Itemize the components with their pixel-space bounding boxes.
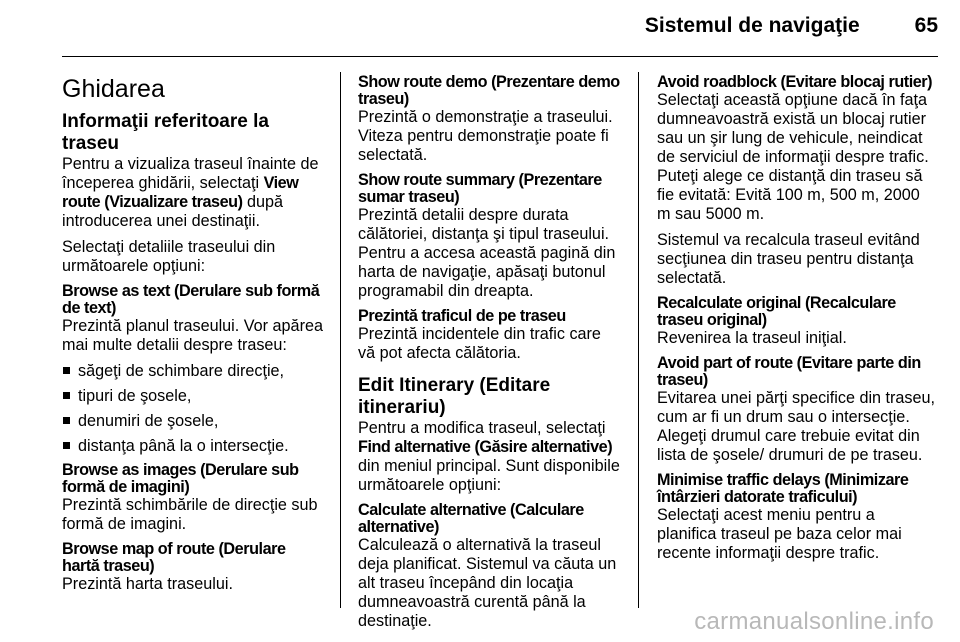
calculate-alternative-desc: Calculează o alternativă la traseul deja planificat. Sistemul va căuta un alt traseu începând din locaţia dumneavoastră curentă până la destinaţie. — [358, 536, 617, 630]
select-details-text: Selectaţi detaliile traseului din următoarele opţiuni: — [62, 238, 276, 275]
list-item-text: distanţa până la o intersecţie. — [78, 437, 289, 455]
intro-paragraph — [62, 155, 324, 231]
list-item — [62, 437, 324, 456]
list-item-text: săgeţi de schimbare direcţie, — [78, 362, 285, 380]
bullet-square-icon — [63, 417, 70, 424]
column-2 — [358, 74, 620, 638]
view-route-option: View route (Vizualizare traseu) — [62, 174, 299, 211]
list-item-text: denumiri de şosele, — [78, 412, 219, 430]
avoid-part-title: Avoid part of route (Evitare parte din traseu) — [657, 354, 921, 389]
avoid-roadblock-title: Avoid roadblock (Evitare blocaj rutier) — [657, 73, 933, 91]
bullet-square-icon — [63, 392, 70, 399]
route-traffic-desc: Prezintă incidentele din trafic care vă pot afecta călătoria. — [358, 325, 601, 362]
browse-images-desc: Prezintă schimbările de direcţie sub formă de imagini. — [62, 496, 318, 533]
column-1 — [62, 74, 324, 601]
column-divider-1 — [340, 72, 341, 608]
avoid-roadblock-desc: Selectaţi această opţiune dacă în faţa dumneavoastră există un blocaj rutier sau un şir lung de vehicule, neindicat de serviciul de informaţii despre trafic. Puteţi alege ce distanţă din traseu să fie evitată: Evită 100 m, 500 m, 2000 m sau 5000 m. — [657, 91, 929, 223]
recalculate-original-title: Recalculate original (Recalculare traseu original) — [657, 294, 896, 329]
browse-text-desc: Prezintă planul traseului. Vor apărea mai multe detalii despre traseu: — [62, 317, 323, 354]
edit-itinerary-paragraph — [358, 419, 620, 495]
page-number: 65 — [914, 14, 938, 37]
avoid-part-desc: Evitarea unei părţi specifice din traseu, cum ar fi un drum sau o intersecţie. Alegeţi drumul care trebuie evitat din lista de şosele/ drumuri de pe traseu. — [657, 389, 936, 464]
minimise-delays-title: Minimise traffic delays (Minimizare întârzieri datorate traficului) — [657, 471, 909, 506]
intro-text-post: după introducerea unei destinaţii. — [62, 193, 284, 230]
page-title: Sistemul de navigaţie — [644, 14, 860, 37]
edit-text-pre: Pentru a modifica traseul, selectaţi — [358, 419, 606, 437]
header-rule — [62, 56, 938, 57]
watermark: carmanualsonline.info — [694, 608, 934, 635]
browse-text-title: Browse as text (Derulare sub formă de text) — [62, 282, 320, 317]
bullet-square-icon — [63, 367, 70, 374]
page-header — [645, 14, 938, 38]
recalculate-text: Sistemul va recalcula traseul evitând secţiunea din traseu pentru distanţa selectată. — [657, 231, 920, 287]
subheading-route-info: Informaţii referitoare la traseu — [62, 111, 269, 154]
browse-images-title: Browse as images (Derulare sub formă de imagini) — [62, 461, 299, 496]
column-3 — [657, 74, 937, 570]
bullet-square-icon — [63, 442, 70, 449]
browse-map-title: Browse map of route (Derulare hartă traseu) — [62, 540, 286, 575]
column-divider-2 — [638, 72, 639, 608]
intro-text-pre: Pentru a vizualiza traseul înainte de începerea ghidării, selectaţi — [62, 155, 319, 192]
list-item — [62, 412, 324, 431]
route-details-list — [62, 362, 324, 456]
route-summary-title: Show route summary (Prezentare sumar traseu) — [358, 171, 602, 206]
route-demo-desc: Prezintă o demonstraţie a traseului. Viteza pentru demonstraţie poate fi selectată. — [358, 108, 613, 164]
route-traffic-title: Prezintă traficul de pe traseu — [358, 307, 566, 325]
edit-itinerary-heading: Edit Itinerary (Editare itinerariu) — [358, 375, 551, 418]
minimise-delays-desc: Selectaţi acest meniu pentru a planifica traseul pe baza celor mai recente informaţii despre trafic. — [657, 506, 902, 562]
route-summary-desc: Prezintă detalii despre durata călătoriei, distanţa şi tipul traseului. Pentru a accesa această pagină din harta de navigaţie, apăsaţi butonul programabil din dreapta. — [358, 206, 616, 300]
route-demo-title: Show route demo (Prezentare demo traseu) — [358, 73, 620, 108]
browse-map-desc: Prezintă harta traseului. — [62, 575, 233, 593]
find-alternative-option: Find alternative (Găsire alternative) — [358, 438, 613, 456]
list-item — [62, 387, 324, 406]
list-item-text: tipuri de şosele, — [78, 387, 192, 405]
section-heading: Ghidarea — [62, 75, 165, 103]
list-item — [62, 362, 324, 381]
recalculate-original-desc: Revenirea la traseul iniţial. — [657, 329, 847, 347]
edit-text-post: din meniul principal. Sunt disponibile următoarele opţiuni: — [358, 457, 620, 494]
calculate-alternative-title: Calculate alternative (Calculare alternative) — [358, 501, 584, 536]
